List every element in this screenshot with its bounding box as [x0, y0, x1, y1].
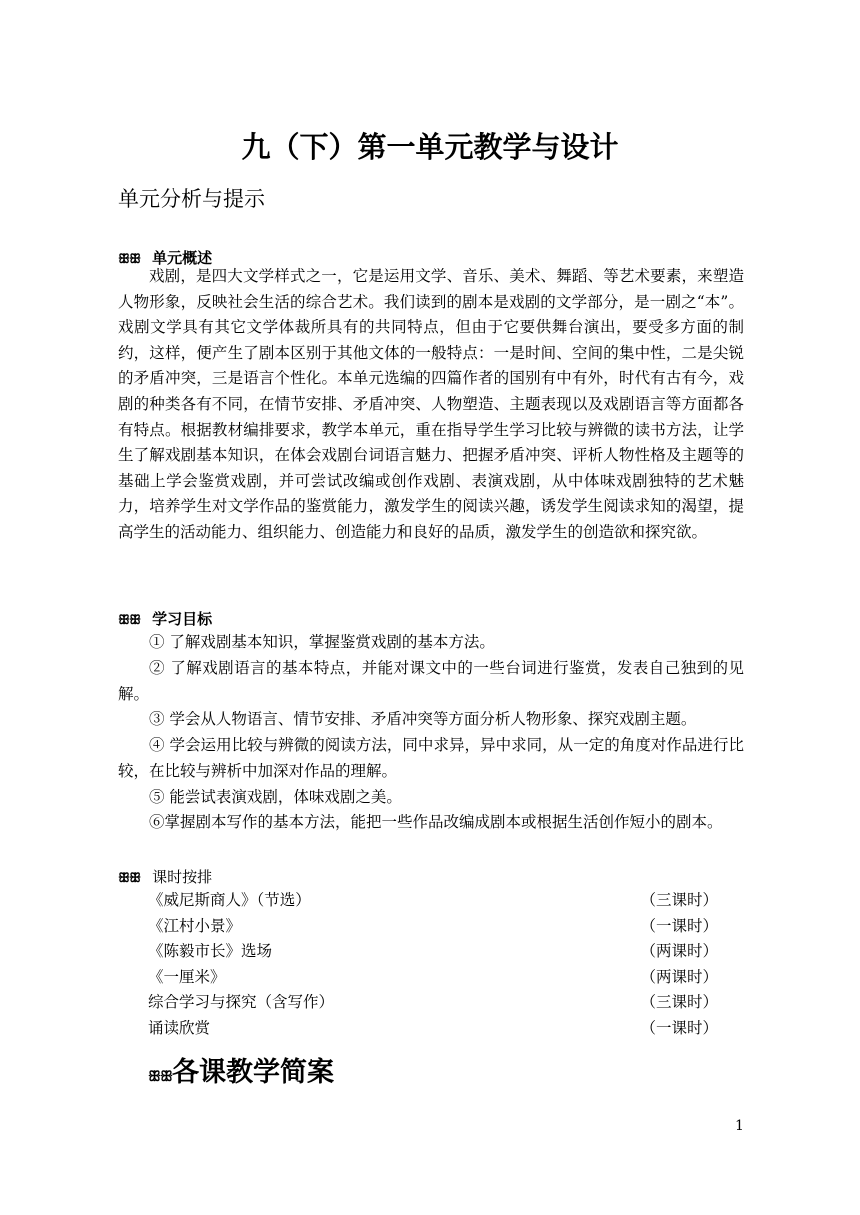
lesson-hours: （三课时） — [640, 993, 718, 1012]
goal-item-5: ⑤ 能尝试表演戏剧，体味戏剧之美。 — [149, 788, 402, 806]
schedule-row — [148, 888, 718, 914]
schedule-row — [148, 1016, 718, 1042]
goal-item-1: ① 了解戏剧基本知识，掌握鉴赏戏剧的基本方法。 — [149, 633, 495, 651]
schedule-list — [148, 888, 718, 1042]
lesson-plans-heading — [148, 1050, 334, 1089]
lesson-hours: （三课时） — [640, 891, 718, 909]
schedule-heading — [118, 866, 212, 887]
overview-heading-label: 单元概述 — [152, 249, 213, 267]
ornament-icon: ꕥꕥ — [118, 613, 141, 628]
lesson-name: 《江村小景》 — [148, 916, 242, 935]
goals-heading-label: 学习目标 — [152, 610, 213, 628]
goal-item-3: ③ 学会从人物语言、情节安排、矛盾冲突等方面分析人物形象、探究戏剧主题。 — [149, 710, 697, 728]
ornament-icon: ꕥꕥ — [148, 1069, 172, 1085]
schedule-row — [148, 965, 718, 991]
overview-paragraph: 戏剧，是四大文学样式之一，它是运用文学、音乐、美术、舞蹈、等艺术要素，来塑造人物形象，反映社会生活的综合艺术。我们读到的剧本是戏剧的文学部分，是一剧之“本”。戏剧文学具有其它文学体裁所具有的共同特点，但由于它要供舞台演出，要受多方面的制约，这样，便产生了剧本区别于其他文体的一般特点：一是时间、空间的集中性，二是尖锐的矛盾冲突，三是语言个性化。本单元选编的四篇作者的国别有中有外，时代有古有今，戏剧的种类各有不同，在情节安排、矛盾冲突、人物塑造、主题表现以及戏剧语言等方面都各有特点。根据教材编排要求，教学本单元，重在指导学生学习比较与辨微的读书方法，让学生了解戏剧基本知识，在体会戏剧台词语言魅力、把握矛盾冲突、评析人物性格及主题等的基础上学会鉴赏戏剧，并可尝试改编或创作戏剧、表演戏剧，从中体味戏剧独特的艺术魅力，培养学生对文学作品的鉴赏能力，激发学生的阅读兴趣，诱发学生阅读求知的渴望，提高学生的活动能力、组织能力、创造能力和良好的品质，激发学生的创造欲和探究欲。 — [118, 267, 744, 541]
goal-item-2: ② 了解戏剧语言的基本特点，并能对课文中的一些台词进行鉴赏，发表自己独到的见解。 — [118, 659, 744, 703]
lesson-hours: （一课时） — [640, 916, 718, 935]
lesson-name: 《陈毅市长》选场 — [148, 942, 273, 961]
lesson-name: 《一厘米》 — [148, 967, 226, 986]
lesson-hours: （一课时） — [640, 1018, 718, 1037]
goals-heading — [118, 608, 212, 629]
schedule-heading-label: 课时按排 — [152, 868, 213, 886]
unit-analysis-heading: 单元分析与提示 — [118, 187, 265, 211]
goal-item-6: ⑥掌握剧本写作的基本方法，能把一些作品改编成剧本或根据生活创作短小的剧本。 — [149, 813, 723, 831]
schedule-row — [148, 914, 718, 940]
lesson-hours: （两课时） — [640, 967, 718, 986]
lesson-name: 《威尼斯商人》（节选） — [148, 891, 311, 909]
goal-item-4: ④ 学会运用比较与辨微的阅读方法，同中求异，异中求同，从一定的角度对作品进行比较，在比较与辨析中加深对作品的理解。 — [118, 736, 744, 780]
lesson-name: 诵读欣赏 — [148, 1018, 211, 1037]
lesson-plans-heading-label: 各课教学简案 — [171, 1057, 334, 1088]
schedule-row — [148, 990, 718, 1016]
lesson-hours: （两课时） — [640, 942, 718, 961]
document-title: 九（下）第一单元教学与设计 — [241, 130, 619, 164]
page-number: 1 — [735, 1118, 744, 1134]
ornament-icon: ꕥꕥ — [118, 871, 141, 886]
schedule-row — [148, 939, 718, 965]
ornament-icon: ꕥꕥ — [118, 252, 141, 267]
lesson-name: 综合学习与探究（含写作） — [148, 993, 335, 1012]
